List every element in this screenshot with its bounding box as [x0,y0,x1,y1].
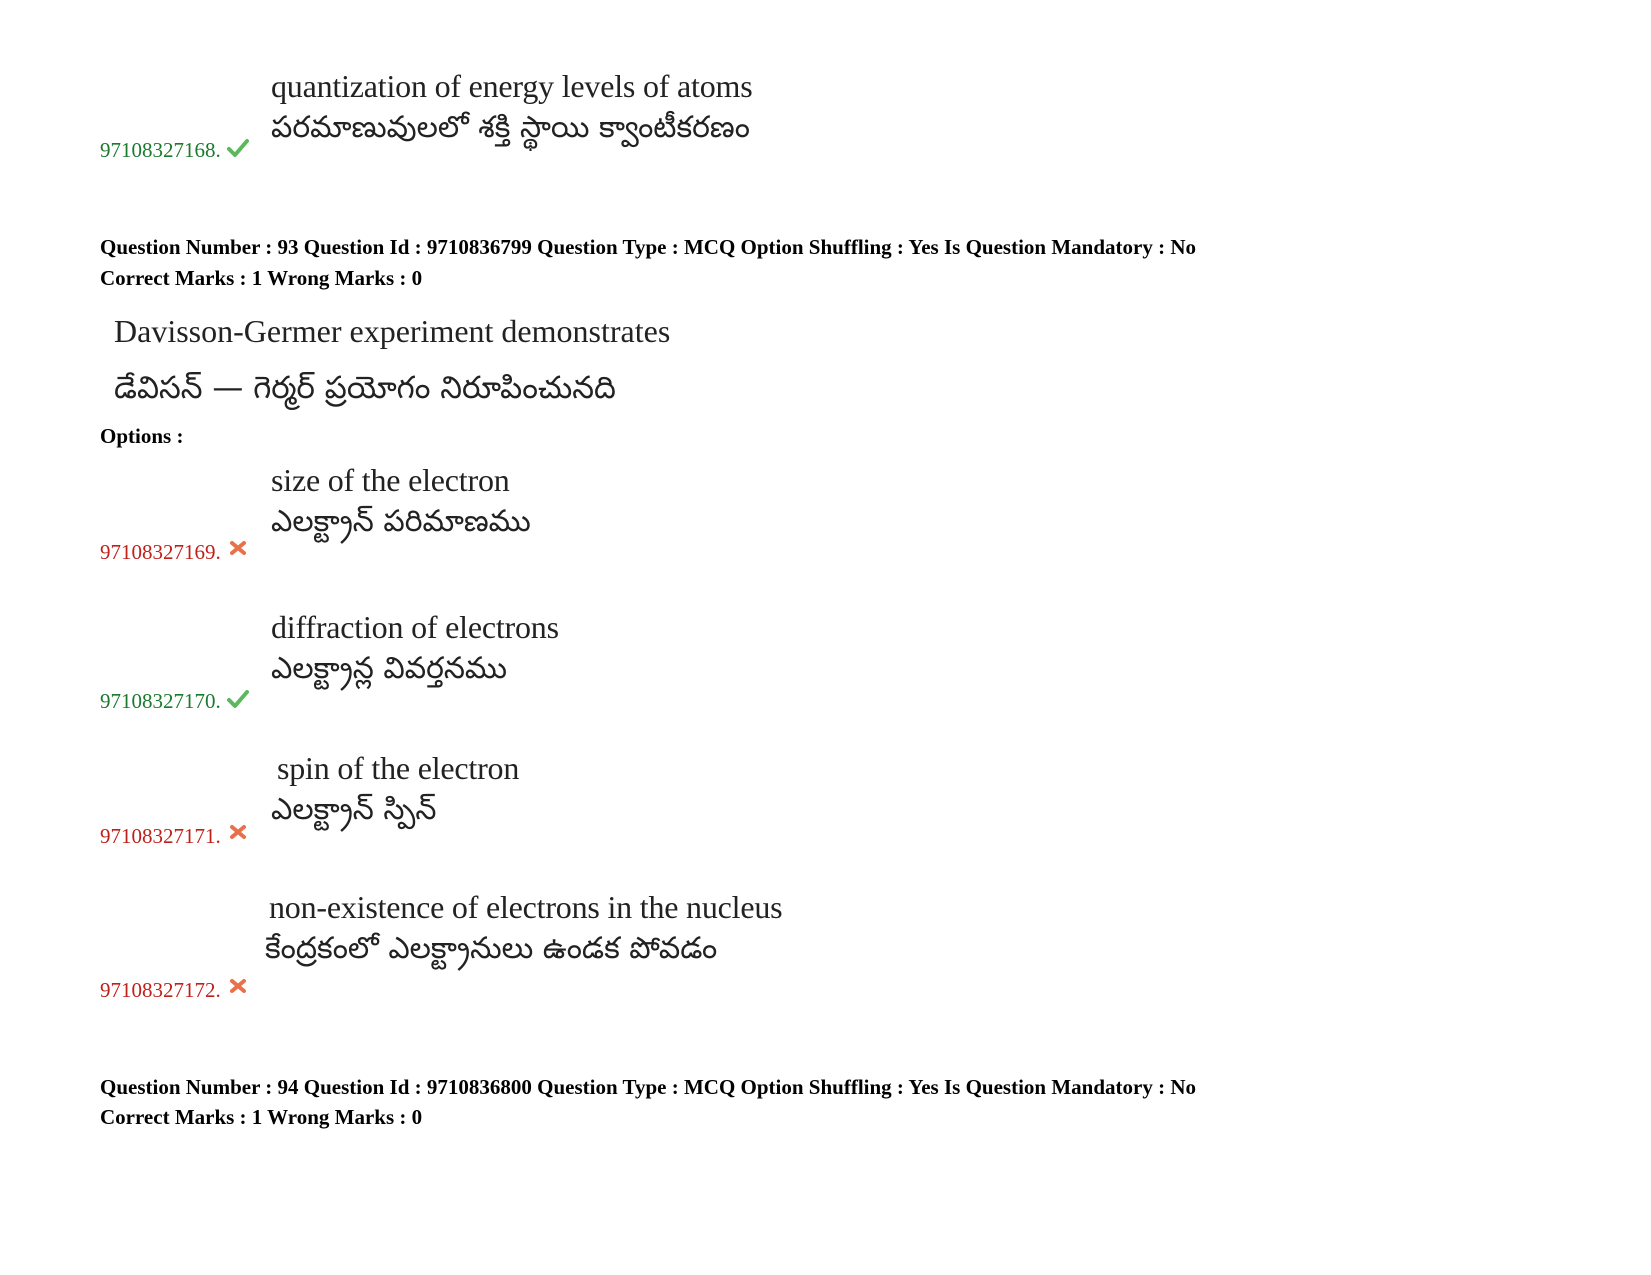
options-label: Options : [100,424,184,448]
option-english-text: non-existence of electrons in the nucleus [269,889,783,925]
question-marks: Correct Marks : 1 Wrong Marks : 0 [100,266,423,290]
option-telugu-text: ఎలక్ట్రాన్ల వివర్తనము [271,651,508,686]
option-english-text: diffraction of electrons [271,609,559,645]
option-id-wrong [100,539,249,565]
option-english-text: size of the electron [271,462,510,498]
option-telugu-text: ఎలక్ట్రాన్ స్పిన్ [271,792,437,827]
cross-icon [227,977,249,999]
question-header: Question Number : 94 Question Id : 9710836800 Question Type : MCQ Option Shuffling : Yes Is Question Mandatory : No [100,1075,1196,1099]
option-id-label: 97108327168. [100,138,221,162]
option-id-correct [100,137,249,163]
cross-icon [227,539,249,561]
option-id-wrong [100,977,249,1003]
question-header: Question Number : 93 Question Id : 9710836799 Question Type : MCQ Option Shuffling : Yes Is Question Mandatory : No [100,235,1196,259]
check-icon [227,688,249,710]
check-icon [227,137,249,159]
option-english-text: quantization of energy levels of atoms [271,68,753,104]
option-telugu-text: పరమాణువులలో శక్తి స్థాయి క్వాంటీకరణం [271,110,750,145]
option-english-text: spin of the electron [277,750,520,786]
option-id-label: 97108327172. [100,978,221,1002]
option-telugu-text: ఎలక్ట్రాన్ పరిమాణము [271,504,531,539]
cross-icon [227,823,249,845]
option-id-label: 97108327169. [100,540,221,564]
option-id-label: 97108327171. [100,824,221,848]
option-id-wrong [100,823,249,849]
question-english-text: Davisson-Germer experiment demonstrates [114,313,671,349]
option-id-correct [100,688,249,714]
question-telugu-text: డేవిసన్ — గెర్మర్ ప్రయోగం నిరూపించునది [114,370,616,406]
question-marks: Correct Marks : 1 Wrong Marks : 0 [100,1105,423,1129]
option-id-label: 97108327170. [100,689,221,713]
option-telugu-text: కేంద్రకంలో ఎలక్ట్రానులు ఉండక పోవడం [265,931,718,966]
